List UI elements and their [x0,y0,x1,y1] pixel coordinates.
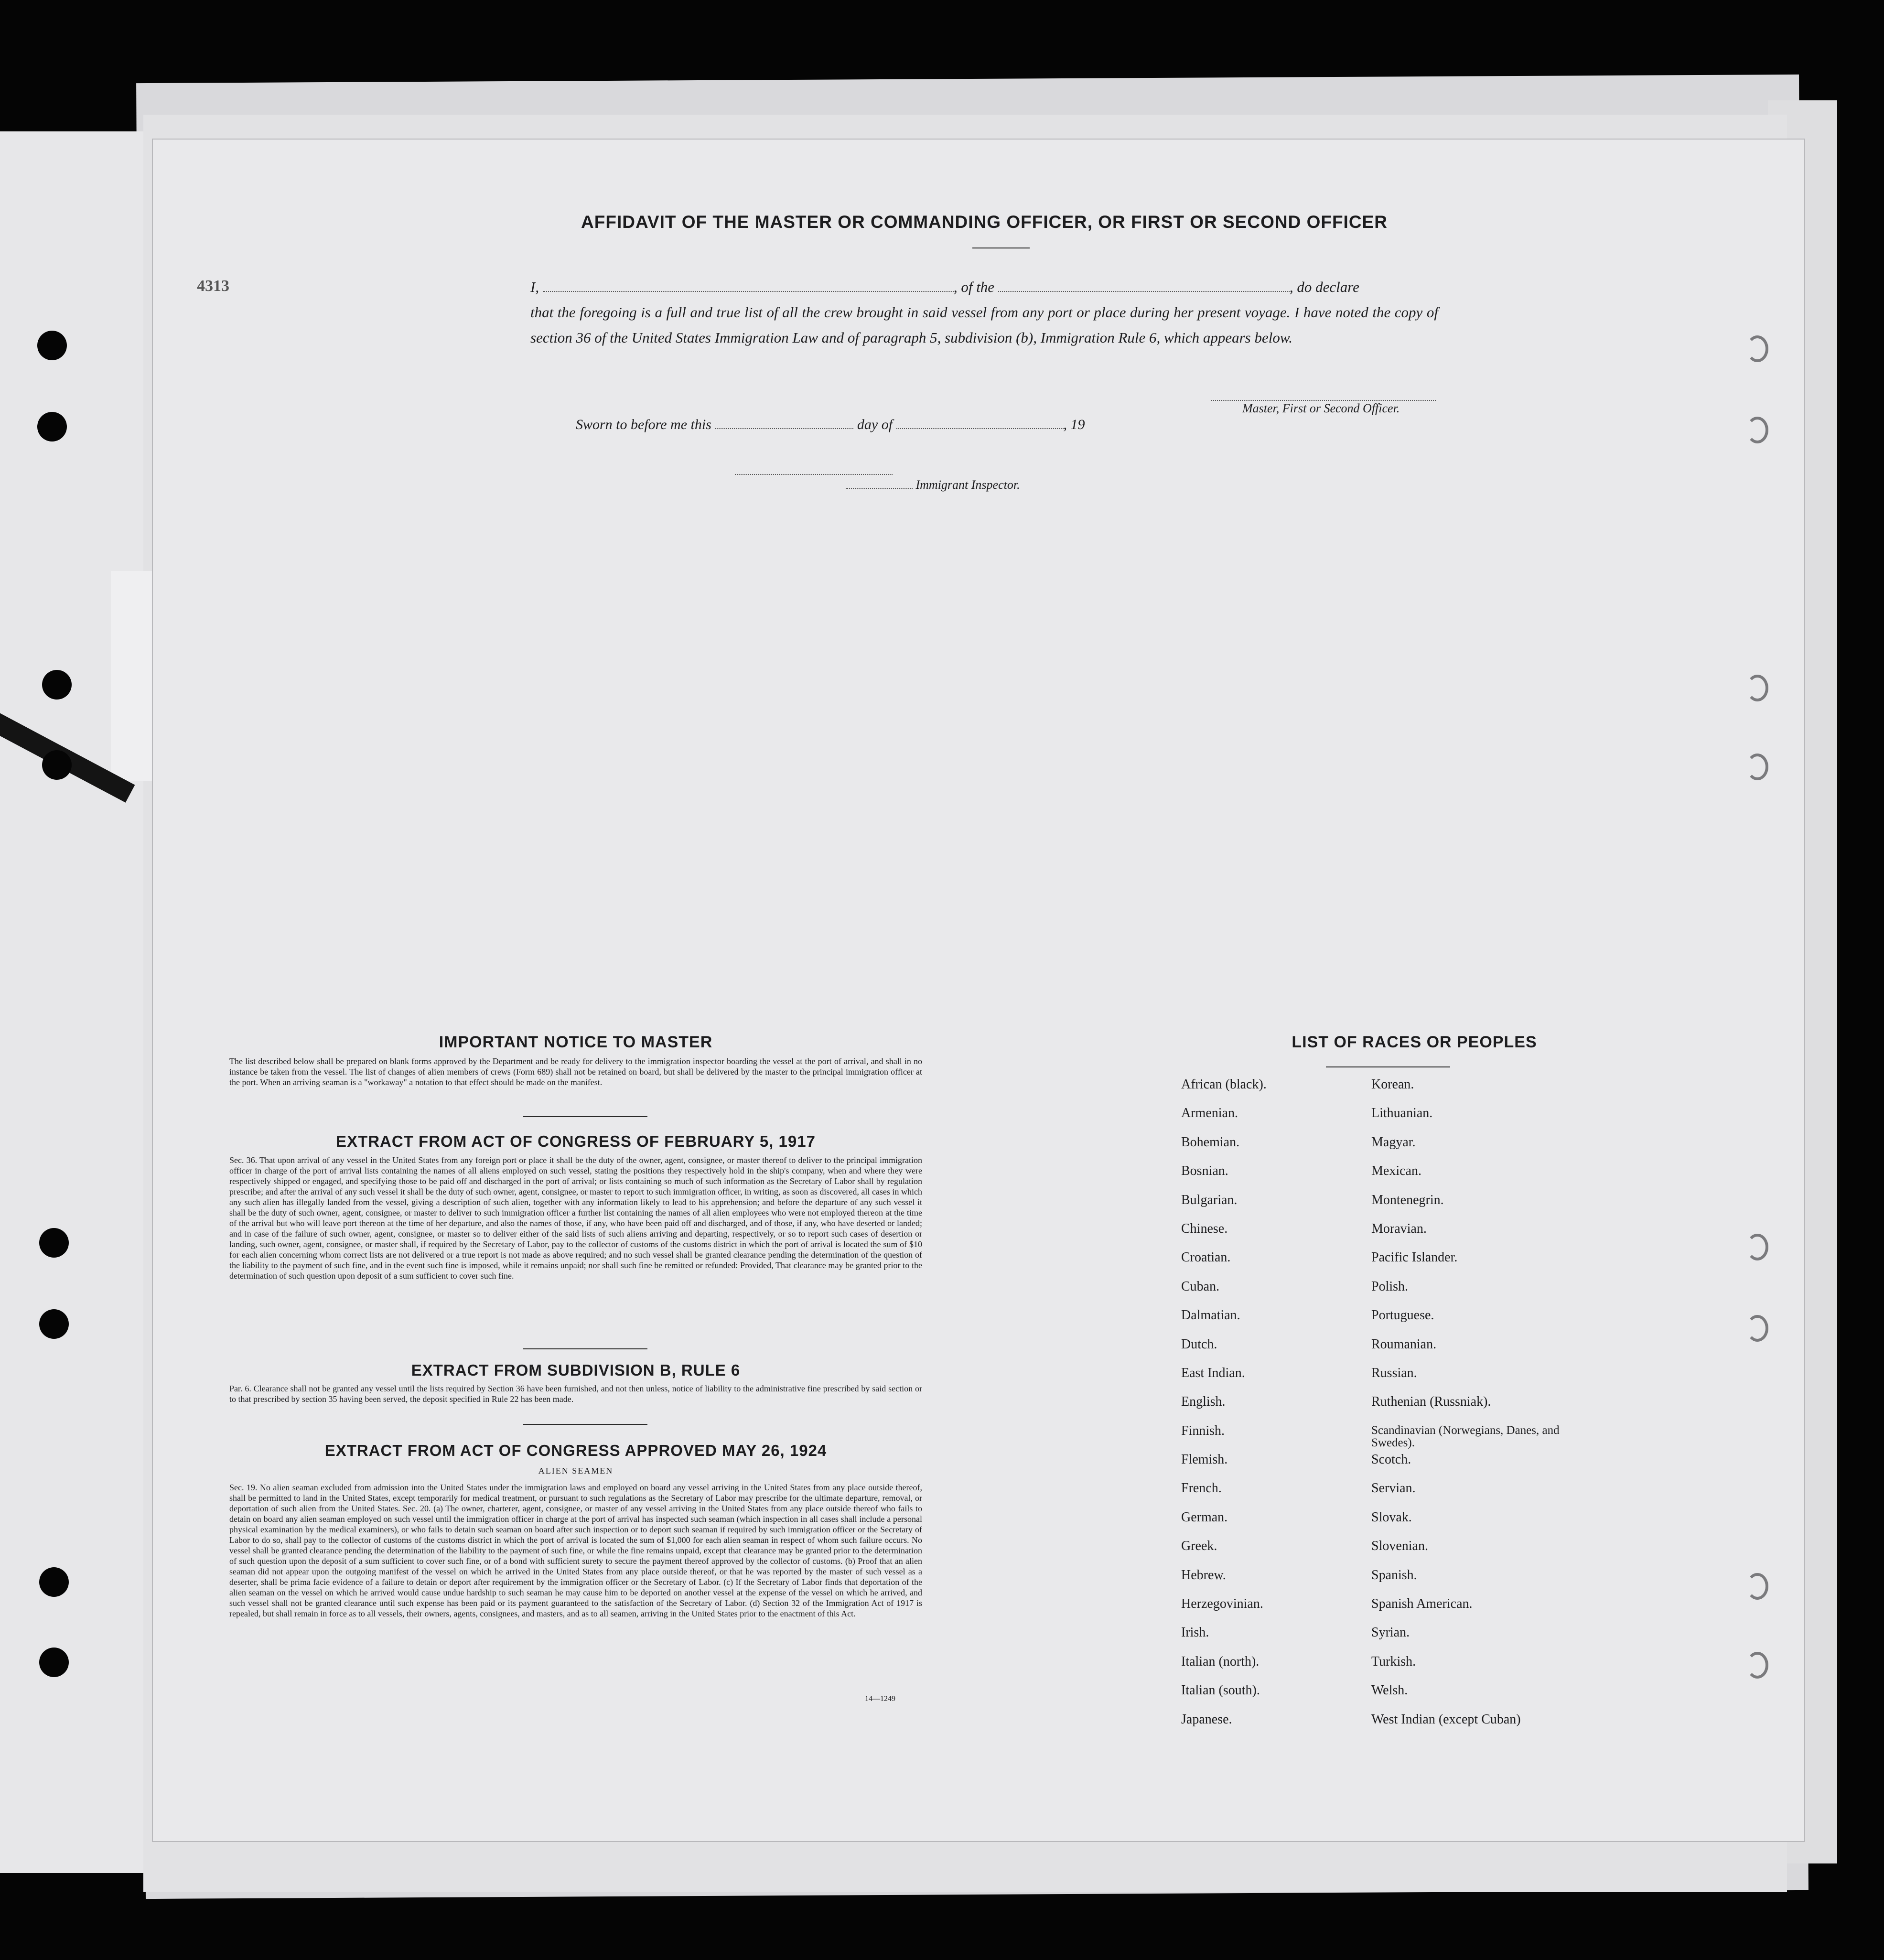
punch-hole [39,1567,69,1597]
affidavit-declare: , do declare [1289,279,1359,295]
sworn-month-field[interactable] [896,428,1064,429]
race-item: Scotch. [1371,1452,1411,1467]
punch-hole [37,331,67,360]
race-item: Bohemian. [1181,1134,1240,1150]
divider [523,1116,647,1117]
race-item: Herzegovinian. [1181,1596,1263,1612]
race-item: Portuguese. [1371,1308,1434,1323]
race-item: Slovak. [1371,1509,1412,1525]
affidavit-body: that the foregoing is a full and true list of all the crew brought in said vessel from any port or place during her present voyage. I have noted the copy of section 36 of the United States Immigration Law and of paragraph 5, subdivision (b), Immigration Rule 6, which appears below. [530,304,1438,346]
race-item: Scandinavian (Norwegians, Danes, and Swedes). [1371,1423,1560,1449]
sworn-line [576,417,1085,433]
year-label: , 19 [1063,417,1085,432]
race-item: Dalmatian. [1181,1308,1240,1323]
races-left-column [1181,1078,1353,1742]
race-item: Japanese. [1181,1712,1232,1727]
master-signature-line[interactable] [1211,395,1436,401]
binder-ring [1746,417,1768,443]
divider [523,1348,647,1349]
affidavit-of-the: , of the [953,279,995,295]
race-item: Syrian. [1371,1625,1410,1640]
form-page [152,139,1805,1842]
race-item: Lithuanian. [1371,1106,1433,1121]
binder-ring [1746,1652,1768,1679]
affidavit-i: I, [530,279,539,295]
extract-1924-title: EXTRACT FROM ACT OF CONGRESS APPROVED MAY 26, 1924 [324,1442,827,1459]
extract-rule6-text: Par. 6. Clearance shall not be granted any vessel until the lists required by Section 36 have been furnished, and not then unless, notice of liability to the administrative fine prescribed by said section or to that prescribed by section 35 having been served, the deposit specified in Rule 22 has been made. [229,1384,922,1404]
race-item: Russian. [1371,1365,1417,1380]
races-title: LIST OF RACES OR PEOPLES [1292,1033,1537,1051]
punch-hole [42,750,72,780]
race-item: Irish. [1181,1625,1209,1640]
extract-1917-text: Sec. 36. That upon arrival of any vessel in the United States from any foreign port or place it shall be the duty of the owner, agent, consignee, or master thereof to deliver to the principal immigration officer in charge of the port of arrival lists containing the names of all aliens employed on such vessel, stating the positions they respectively hold in the ship's company, when and where they were respectively shipped or engaged, and specifying those to be paid off and discharged in the port of arrival; or lists containing so much of such information as the Secretary of Labor shall by regulation prescribe; and after the arrival of any such vessel it shall be the duty of such owner, agent, consignee, or master to report to such immigration officer, in writing, as soon as discovered, all cases in which any such alien has illegally landed from the vessel, giving a description of such alien, together with any information likely to lead to his apprehension; and before the departure of any such vessel it shall be the duty of such owner, agent, consignee, or master to deliver to such immigration officer a further list containing the names of all alien employees who were not employed thereon at the time of the arrival but who will leave port thereon at the time of her departure, and also the names of those, if any, who have been paid off and discharged, and of those, if any, who have deserted or landed; and in case of the failure of such owner, agent, consignee, or master so to deliver either of the said lists of such aliens arriving and departing, respectively, or so to report such cases of desertion or landing, such owner, agent, consignee, or master shall, if required by the Secretary of Labor, pay to the collector of customs of the customs district in which the port of arrival is located the sum of $10 for each alien concerning whom correct lists are not delivered or a true report is not made as above required; and no such vessel shall be granted clearance pending the determination of the question of the liability to the payment of such fine, and in the event such fine is imposed, while it remains unpaid; nor shall such fine be remitted or refunded: Provided, That clearance may be granted prior to the determination of such question upon deposit of a sum sufficient to cover such fine. [229,1155,922,1281]
race-item: Flemish. [1181,1452,1228,1467]
race-item: Bosnian. [1181,1163,1228,1179]
race-item: Welsh. [1371,1683,1408,1698]
race-item: Pacific Islander. [1371,1250,1458,1265]
binder-ring [1746,754,1768,780]
form-number: 14—1249 [865,1695,895,1703]
race-item: Italian (south). [1181,1683,1260,1698]
notice-title: IMPORTANT NOTICE TO MASTER [439,1033,713,1051]
punch-hole [39,1648,69,1677]
races-right-column [1371,1078,1582,1742]
race-item: Mexican. [1371,1163,1421,1179]
race-item: Moravian. [1371,1221,1427,1236]
day-of-label: day of [857,417,893,432]
notice-text: The list described below shall be prepared on blank forms approved by the Department and be ready for delivery to the immigration inspector boarding the vessel at the port of arrival, and shall in no instance be taken from the vessel. The list of changes of alien members of crews (Form 689) shall not be retained on board, but shall be delivered by the master to the principal immigration officer at the port. When an arriving seaman is a "workaway" a notation to that effect should be made on the manifest. [229,1056,922,1087]
race-item: Cuban. [1181,1279,1220,1294]
punch-hole [39,1228,69,1258]
race-item: African (black). [1181,1077,1267,1092]
margin-number: 4313 [197,277,229,295]
race-item: Bulgarian. [1181,1192,1238,1207]
sworn-day-field[interactable] [715,428,853,429]
race-item: French. [1181,1481,1222,1496]
race-item: East Indian. [1181,1365,1245,1380]
name-field[interactable] [543,291,954,292]
affidavit-title: AFFIDAVIT OF THE MASTER OR COMMANDING OFFICER, OR FIRST OR SECOND OFFICER [581,212,1388,232]
race-item: German. [1181,1509,1228,1525]
extract-1917-title: EXTRACT FROM ACT OF CONGRESS OF FEBRUARY 5, 1917 [336,1132,816,1150]
binder-ring [1746,1315,1768,1342]
punch-hole [39,1309,69,1339]
race-item: Slovenian. [1371,1539,1428,1554]
divider [1326,1066,1450,1067]
extract-1924-subtitle: ALIEN SEAMEN [538,1466,614,1475]
binder-ring [1746,335,1768,362]
binder-ring [1746,675,1768,701]
race-item: Spanish American. [1371,1596,1473,1612]
race-item: Turkish. [1371,1654,1416,1669]
race-item: Finnish. [1181,1423,1225,1438]
race-item: English. [1181,1394,1226,1410]
race-item: Spanish. [1371,1567,1417,1583]
race-item: Servian. [1371,1481,1416,1496]
master-signature-label: Master, First or Second Officer. [1242,401,1400,415]
race-item: Montenegrin. [1371,1192,1444,1207]
binder-ring [1746,1573,1768,1600]
inspector-label: Immigrant Inspector. [846,478,1020,492]
punch-hole [42,670,72,700]
race-item: Italian (north). [1181,1654,1260,1669]
race-item: Dutch. [1181,1336,1217,1352]
race-item: Magyar. [1371,1134,1416,1150]
binder-ring [1746,1234,1768,1260]
race-item: West Indian (except Cuban) [1371,1712,1521,1727]
inspector-signature-line[interactable] [735,469,893,475]
sworn-label: Sworn to before me this [576,417,711,432]
divider [523,1424,647,1425]
race-item: Chinese. [1181,1221,1228,1236]
extract-rule6-title: EXTRACT FROM SUBDIVISION B, RULE 6 [411,1361,741,1379]
race-item: Armenian. [1181,1106,1238,1121]
left-sheet [0,131,162,1873]
punch-hole [37,412,67,442]
race-item: Greek. [1181,1539,1217,1554]
affidavit-block [530,274,1438,350]
race-item: Polish. [1371,1279,1409,1294]
race-item: Croatian. [1181,1250,1231,1265]
extract-1924-text: Sec. 19. No alien seaman excluded from admission into the United States under the immigration laws and employed on board any vessel arriving in the United States from any place outside thereof, shall be permitted to land in the United States, except temporarily for medical treatment, or pursuant to such regulations as the Secretary of Labor may prescribe for the ultimate departure, removal, or deportation of such alien from the United States. Sec. 20. (a) The owner, charterer, agent, consignee, or master of any vessel arriving in the United States from any place outside thereof who fails to detain on board any alien seaman employed on such vessel until the immigration officer in charge at the port of arrival has inspected such seaman (which inspection in all cases shall include a personal physical examination by the medical examiners), or who fails to detain such seaman on board after such inspection or to deport such seaman if required by such immigration officer or the Secretary of Labor to do so, shall pay to the collector of customs of the customs district in which the port of arrival is located the sum of $1,000 for each alien seaman in respect of whom such failure occurs. No vessel shall be granted clearance pending the determination of the liability to the payment of such fine, or while the fine remains unpaid, except that clearance may be granted prior to the determination of such question upon the deposit of a sum sufficient to cover such fine, or of a bond with sufficient surety to secure the payment thereof approved by the collector of customs. (b) Proof that an alien seaman did not appear upon the outgoing manifest of the vessel on which he arrived in the United States from any place outside thereof, or that he was reported by the master of such vessel as a deserter, shall be prima facie evidence of a failure to detain or deport after requirement by the immigration officer or the Secretary of Labor. (c) If the Secretary of Labor finds that deportation of the alien seaman on the vessel on which he arrived would cause undue hardship to such seaman he may cause him to be deported on another vessel at the expense of the vessel on which he arrived, and such vessel shall not be granted clearance until such expense has been paid or its payment guaranteed to the satisfaction of the Secretary of Labor. (d) Section 32 of the Immigration Act of 1917 is repealed, but shall remain in force as to all vessels, their owners, agents, consignees, and masters, and as to all seamen, arriving in the United States prior to the enactment of this Act. [229,1483,922,1618]
race-item: Roumanian. [1371,1336,1437,1352]
race-item: Hebrew. [1181,1567,1226,1583]
race-item: Korean. [1371,1077,1414,1092]
vessel-field[interactable] [998,291,1290,292]
race-item: Ruthenian (Russniak). [1371,1394,1491,1410]
